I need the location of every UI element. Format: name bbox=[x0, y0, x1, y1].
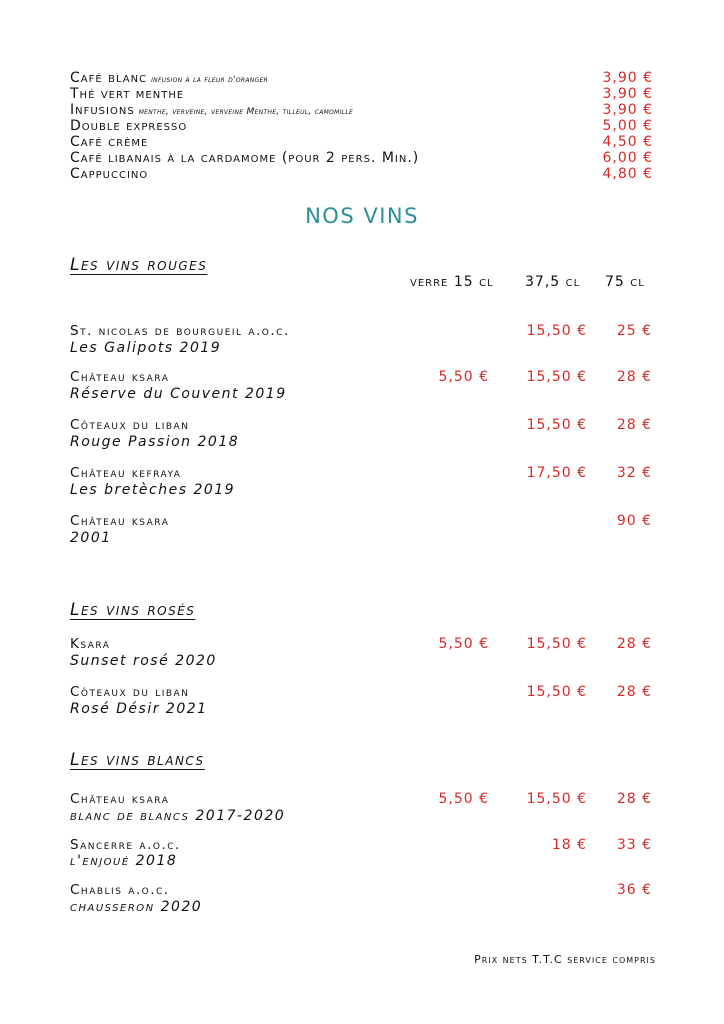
wine-cuvee: Sunset rosé 2020 bbox=[70, 653, 217, 669]
wine-price-half: 15,50 € bbox=[526, 369, 587, 385]
wine-price-bottle: 36 € bbox=[616, 882, 652, 898]
wine-price-bottle: 28 € bbox=[616, 636, 652, 652]
column-header-bottle: 75 cl bbox=[605, 274, 645, 290]
drink-price: 3,90 € bbox=[602, 70, 653, 86]
wine-price-half: 15,50 € bbox=[526, 417, 587, 433]
footer-note: Prix nets T.T.C service compris bbox=[474, 953, 656, 966]
wine-price-glass: 5,50 € bbox=[438, 369, 489, 385]
wine-price-bottle: 28 € bbox=[616, 791, 652, 807]
wine-name: Côteaux du liban bbox=[70, 684, 190, 700]
section-heading-rouges: Les vins rouges bbox=[70, 255, 208, 275]
drink-description: menthe, verveine, verveine Menthe, tilleul, camomille bbox=[138, 107, 354, 117]
wine-price-glass: 5,50 € bbox=[438, 791, 489, 807]
column-header-glass: verre 15 cl bbox=[410, 274, 494, 290]
drink-name: Café libanais à la cardamome (pour 2 pers. Min.) bbox=[70, 150, 420, 166]
wine-cuvee: chausseron 2020 bbox=[70, 899, 203, 915]
wine-cuvee: Rouge Passion 2018 bbox=[70, 434, 240, 450]
drink-price: 4,80 € bbox=[602, 166, 653, 182]
wine-cuvee: 2001 bbox=[70, 530, 112, 546]
wine-cuvee: Réserve du Couvent 2019 bbox=[70, 386, 287, 402]
drink-name: Café blanc infusion à la fleur d'oranger bbox=[70, 70, 269, 86]
wine-price-half: 15,50 € bbox=[526, 684, 587, 700]
wine-name: Château kefraya bbox=[70, 465, 182, 481]
wine-cuvee: Les Galipots 2019 bbox=[70, 340, 222, 356]
drink-name: Cappuccino bbox=[70, 166, 149, 182]
wine-name: St. nicolas de bourgueil a.o.c. bbox=[70, 323, 290, 339]
wine-price-bottle: 33 € bbox=[616, 837, 652, 853]
section-heading-blancs: Les vins blancs bbox=[70, 750, 205, 770]
wine-cuvee: blanc de blancs 2017-2020 bbox=[70, 808, 286, 824]
drink-name: Café crème bbox=[70, 134, 149, 150]
wine-price-bottle: 25 € bbox=[616, 323, 652, 339]
section-heading-roses: Les vins rosés bbox=[70, 600, 196, 620]
page-title: NOS VINS bbox=[305, 204, 419, 228]
wine-cuvee: Les bretèches 2019 bbox=[70, 482, 236, 498]
wine-price-half: 15,50 € bbox=[526, 791, 587, 807]
wine-price-half: 18 € bbox=[551, 837, 587, 853]
wine-price-glass: 5,50 € bbox=[438, 636, 489, 652]
wine-price-bottle: 28 € bbox=[616, 369, 652, 385]
drink-description: infusion à la fleur d'oranger bbox=[151, 75, 269, 85]
column-header-half: 37,5 cl bbox=[525, 274, 581, 290]
wine-name: Château ksara bbox=[70, 791, 170, 807]
wine-name: Chablis a.o.c. bbox=[70, 882, 170, 898]
wine-price-bottle: 28 € bbox=[616, 417, 652, 433]
wine-name: Château ksara bbox=[70, 513, 170, 529]
drink-price: 3,90 € bbox=[602, 86, 653, 102]
wine-name: Ksara bbox=[70, 636, 111, 652]
drink-price: 3,90 € bbox=[602, 102, 653, 118]
wine-price-bottle: 28 € bbox=[616, 684, 652, 700]
wine-price-half: 15,50 € bbox=[526, 323, 587, 339]
drink-name: Thé vert menthe bbox=[70, 86, 185, 102]
drink-name: Double expresso bbox=[70, 118, 188, 134]
wine-cuvee: l'enjoué 2018 bbox=[70, 853, 178, 869]
drink-price: 4,50 € bbox=[602, 134, 653, 150]
wine-price-half: 15,50 € bbox=[526, 636, 587, 652]
drink-price: 5,00 € bbox=[602, 118, 653, 134]
wine-price-bottle: 90 € bbox=[616, 513, 652, 529]
wine-price-half: 17,50 € bbox=[526, 465, 587, 481]
drink-price: 6,00 € bbox=[602, 150, 653, 166]
wine-name: Sancerre a.o.c. bbox=[70, 837, 181, 853]
wine-name: Côteaux du liban bbox=[70, 417, 190, 433]
wine-price-bottle: 32 € bbox=[616, 465, 652, 481]
wine-name: Château ksara bbox=[70, 369, 170, 385]
wine-cuvee: Rosé Désir 2021 bbox=[70, 701, 208, 717]
drink-name: Infusions menthe, verveine, verveine Menthe, tilleul, camomille bbox=[70, 102, 354, 118]
